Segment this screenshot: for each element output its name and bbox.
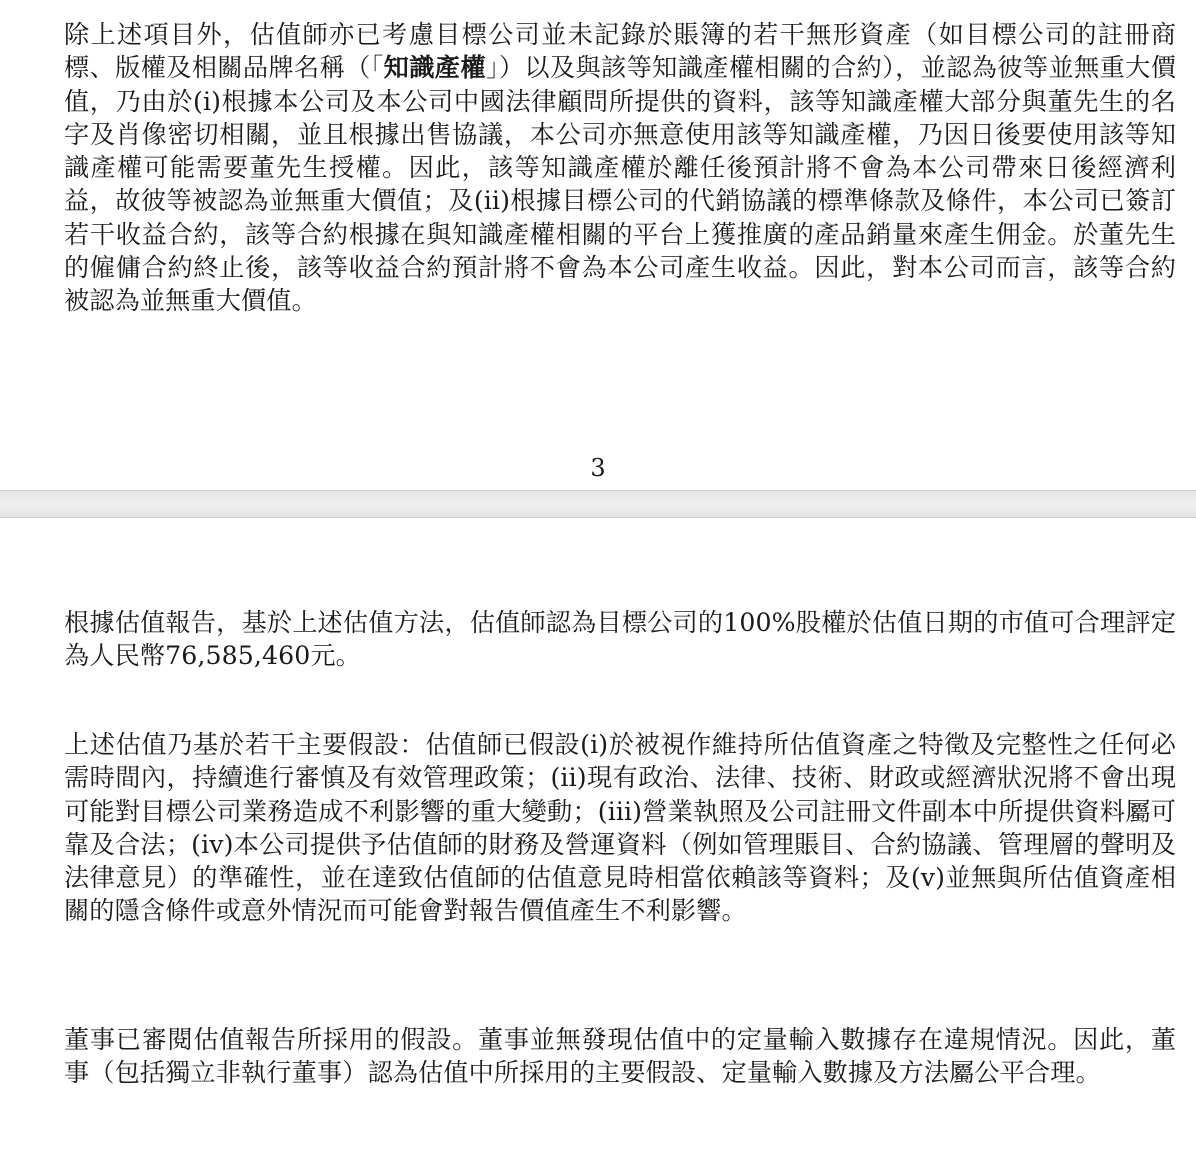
document-page-upper <box>0 0 1196 490</box>
paragraph-text-before-term: 除上述項目外，估值師亦已考慮目標公司並未記錄於賬簿的若干無形資產（如目標公司的註冊商標、版權及相關品牌名稱（「 <box>64 20 1176 83</box>
defined-term-ip: 知識產權 <box>383 53 486 83</box>
directors-review-paragraph: 董事已審閱估值報告所採用的假設。董事並無發現估值中的定量輸入數據存在違規情況。因此，董事（包括獨立非執行董事）認為估值中所採用的主要假設、定量輸入數據及方法屬公平合理。 <box>64 1025 1176 1088</box>
page-number: 3 <box>590 454 606 482</box>
document-page-lower <box>0 518 1196 1174</box>
valuation-assumptions-paragraph: 上述估值乃基於若干主要假設：估值師已假設(i)於被視作維持所估值資產之特徵及完整性之任何必需時間內，持續進行審慎及有效管理政策；(ii)現有政治、法律、技術、財政或經濟狀況將不會出現可能對目標公司業務造成不利影響的重大變動；(iii)營業執照及公司註冊文件副本中所提供資料屬可靠及合法；(iv)本公司提供予估值師的財務及營運資料（例如管理賬目、合約協議、管理層的聲明及法律意見）的準確性，並在達致估值師的估值意見時相當依賴該等資料；及(v)並無與所估值資產相關的隱含條件或意外情況而可能會對報告價值產生不利影響。 <box>64 730 1176 926</box>
paragraph-text-after-term: 」）以及與該等知識產權相關的合約），並認為彼等並無重大價值，乃由於(i)根據本公司及本公司中國法律顧問所提供的資料，該等知識產權大部分與董先生的名字及肖像密切相關，並且根據出售協議，本公司亦無意使用該等知識產權，乃因日後要使用該等知識產權可能需要董先生授權。因此，該等知識產權於離任後預計將不會為本公司帶來日後經濟利益，故彼等被認為並無重大價值；及(ii)根據目標公司的代銷協議的標準條款及條件，本公司已簽訂若干收益合約，該等合約根據在與知識產權相關的平台上獲推廣的產品銷量來產生佣金。於董先生的僱傭合約終止後，該等收益合約預計將不會為本公司產生收益。因此，對本公司而言，該等合約被認為並無重大價值。 <box>64 53 1176 316</box>
valuation-result-paragraph: 根據估值報告，基於上述估值方法，估值師認為目標公司的100%股權於估值日期的市值可合理評定為人民幣76,585,460元。 <box>64 608 1176 671</box>
intangible-assets-paragraph <box>64 18 1176 318</box>
page-separator <box>0 490 1196 518</box>
